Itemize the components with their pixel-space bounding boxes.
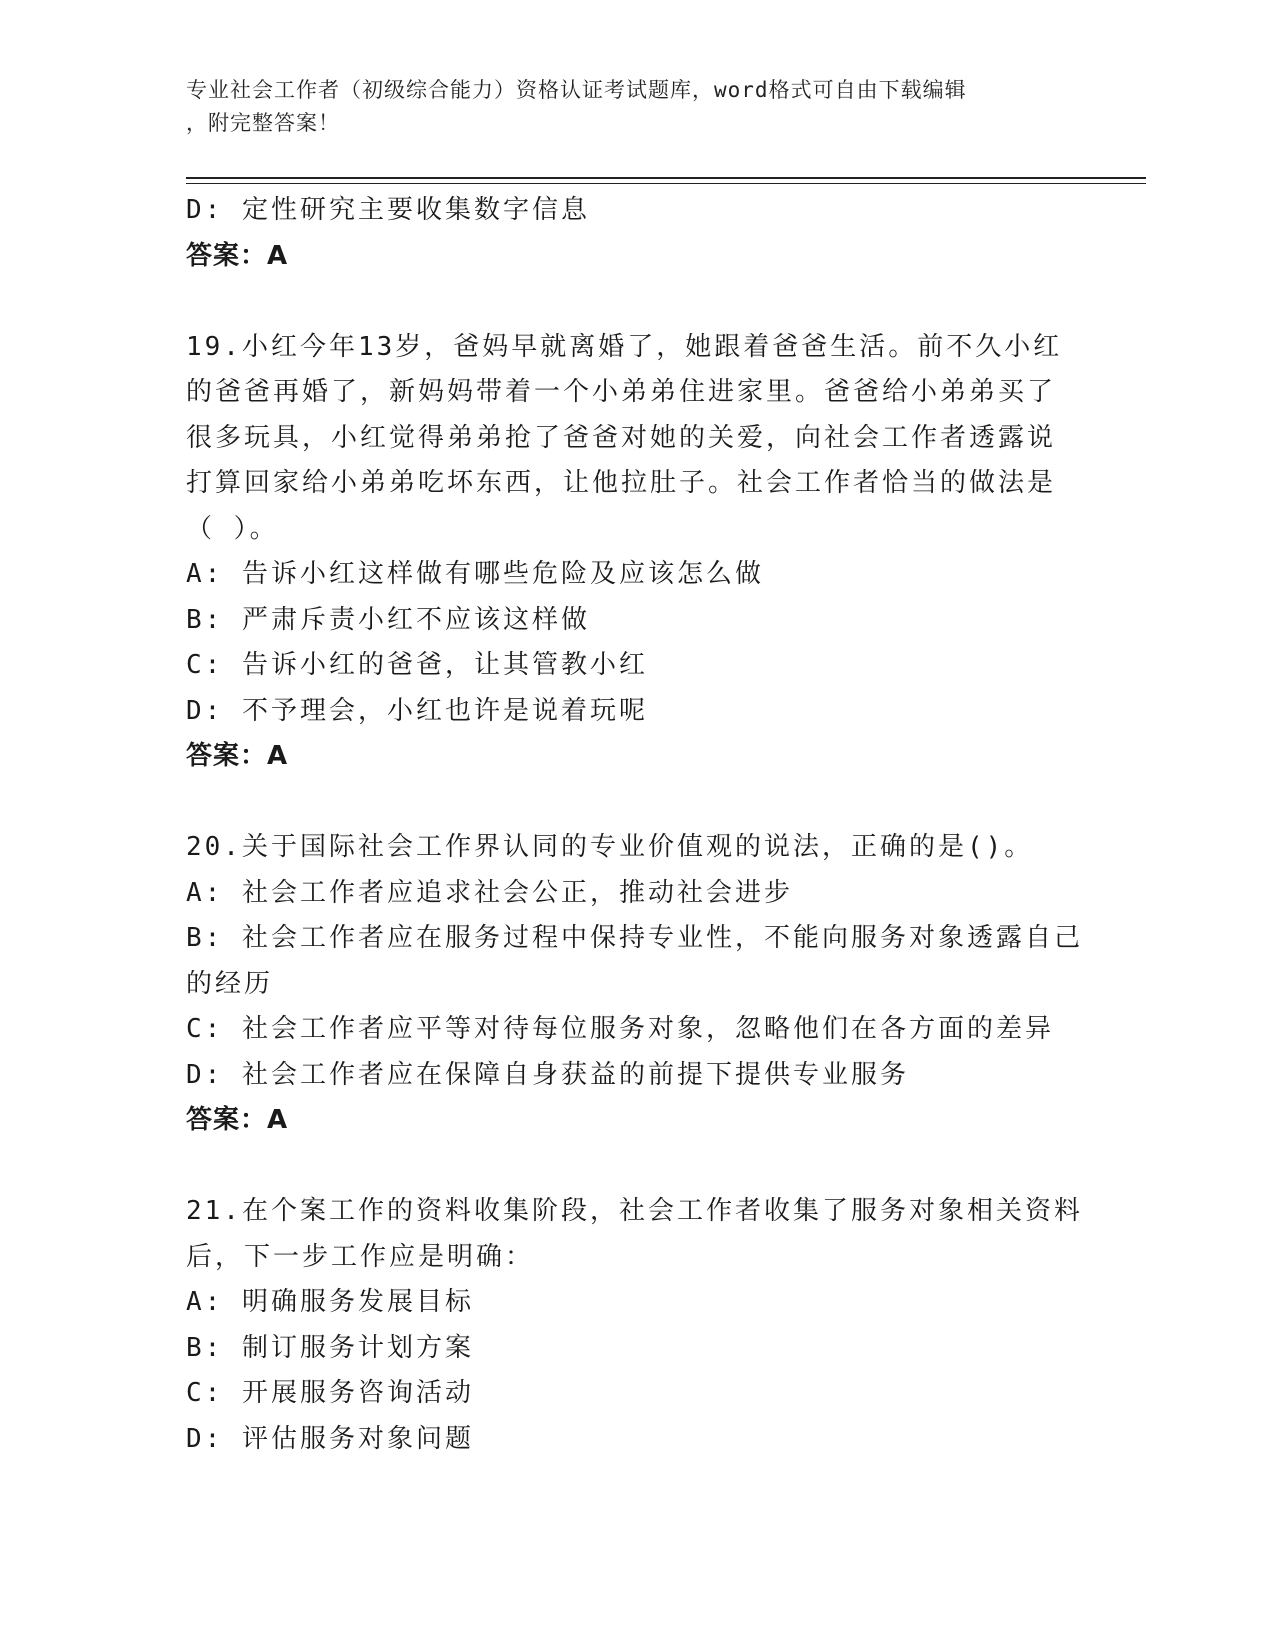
answer-line (186, 734, 1086, 780)
option-b-continued: 的经历 (186, 968, 274, 999)
question-stem-line: 打算回家给小弟弟吃坏东西，让他拉肚子。社会工作者恰当的做法是 (186, 468, 1057, 498)
question-stem-line: （ ）。 (186, 513, 279, 544)
option-d: D: 评估服务对象问题 (186, 1423, 474, 1454)
question-21 (186, 1189, 1086, 1462)
option-b: B: 制订服务计划方案 (186, 1332, 474, 1363)
question-20 (186, 825, 1086, 1144)
option-a: A: 社会工作者应追求社会公正，推动社会进步 (186, 877, 793, 908)
option-b: B: 社会工作者应在服务过程中保持专业性，不能向服务对象透露自己 (186, 923, 1083, 953)
spacer (186, 1144, 1086, 1190)
option-c: C: 告诉小红的爸爸，让其管教小红 (186, 650, 648, 680)
question-stem-line: 19.小红今年13岁，爸妈早就离婚了，她跟着爸爸生活。前不久小红 (186, 331, 1063, 362)
answer-label: 答案： (186, 240, 268, 271)
spacer (186, 279, 1086, 325)
answer-label: 答案： (186, 741, 268, 771)
option-a: A: 告诉小红这样做有哪些危险及应该怎么做 (186, 559, 764, 589)
option-b: B: 严肃斥责小红不应该这样做 (186, 604, 590, 635)
option-d: D: 不予理会，小红也许是说着玩呢 (186, 695, 648, 726)
answer-value: A (267, 741, 289, 771)
question-19 (186, 325, 1086, 780)
answer-label: 答案： (186, 1105, 268, 1135)
header-rule-thin (186, 183, 1146, 184)
option-a: A: 明确服务发展目标 (186, 1287, 474, 1317)
option-d: D: 社会工作者应在保障自身获益的前提下提供专业服务 (186, 1059, 909, 1090)
header-rule-thick (186, 177, 1146, 179)
document-header (186, 74, 1086, 140)
spacer (186, 780, 1086, 826)
previous-question (186, 188, 1086, 279)
question-stem-line: 20.关于国际社会工作界认同的专业价值观的说法，正确的是()。 (186, 832, 1034, 862)
option-d: D: 定性研究主要收集数字信息 (186, 195, 590, 225)
option-c: C: 开展服务咨询活动 (186, 1378, 474, 1408)
answer-line (186, 1098, 1086, 1144)
question-stem-line: 的爸爸再婚了，新妈妈带着一个小弟弟住进家里。爸爸给小弟弟买了 (186, 377, 1057, 407)
question-stem-line: 21.在个案工作的资料收集阶段，社会工作者收集了服务对象相关资料 (186, 1196, 1083, 1226)
answer-value: A (267, 1105, 289, 1135)
answer-value: A (267, 240, 289, 271)
header-line-2: ，附完整答案！ (186, 111, 340, 135)
answer-line (186, 234, 1086, 280)
option-c: C: 社会工作者应平等对待每位服务对象，忽略他们在各方面的差异 (186, 1014, 1054, 1044)
question-stem-line: 后，下一步工作应是明确： (186, 1241, 535, 1272)
header-line-1: 专业社会工作者（初级综合能力）资格认证考试题库，word格式可自由下载编辑 (186, 78, 967, 102)
question-content (186, 188, 1086, 1462)
question-stem-line: 很多玩具，小红觉得弟弟抢了爸爸对她的关爱，向社会工作者透露说 (186, 422, 1057, 453)
